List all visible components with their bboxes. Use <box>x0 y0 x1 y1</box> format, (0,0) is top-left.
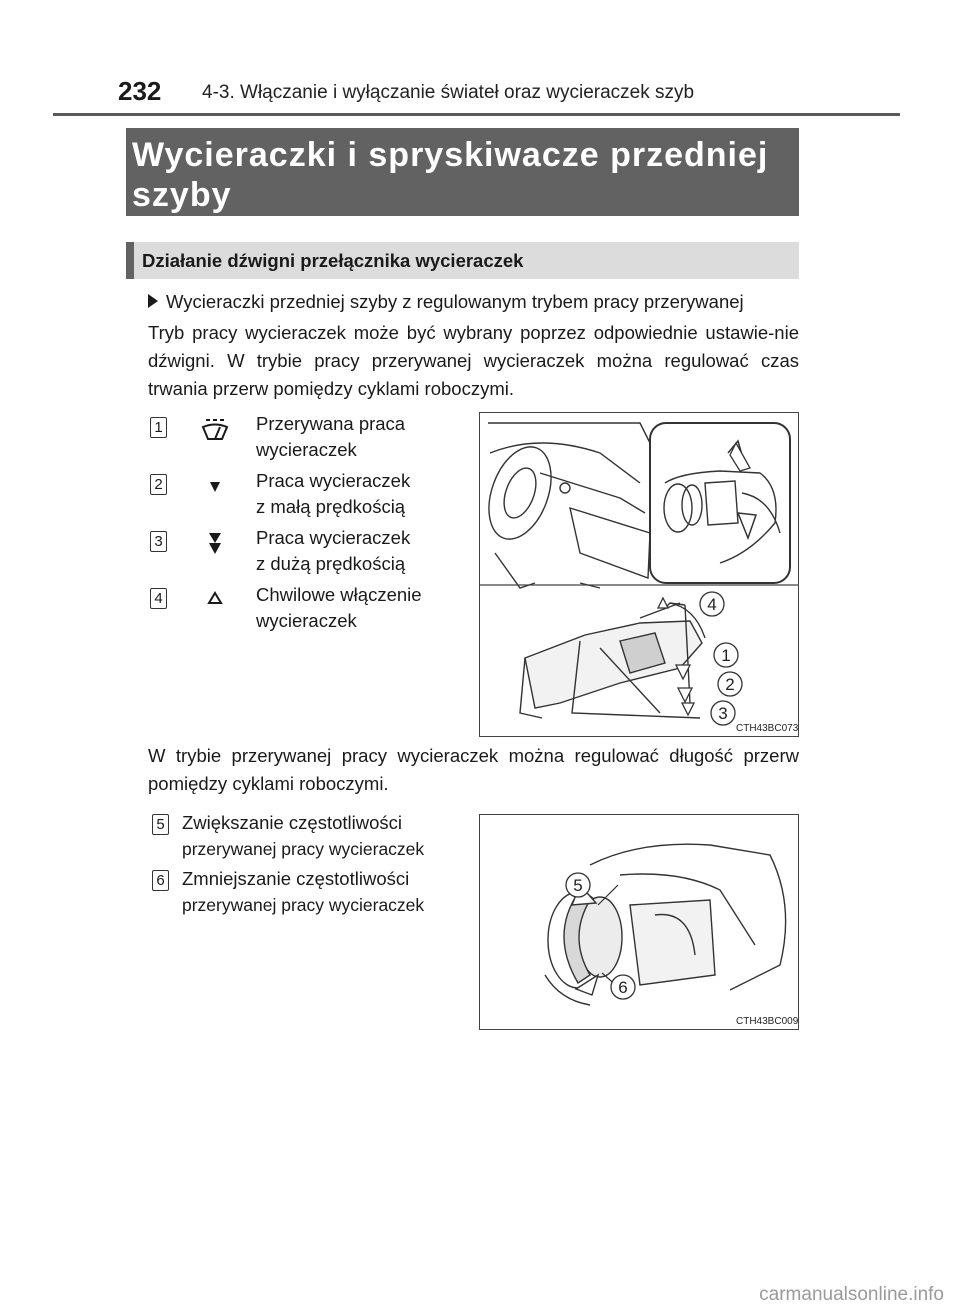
figure-illustration <box>480 815 798 1029</box>
page-number: 232 <box>118 76 162 106</box>
bullet-text: Wycieraczki przedniej szyby z regulowanym trybem pracy przerywanej <box>166 291 744 312</box>
subsection-title: Działanie dźwigni przełącznika wycieraczek <box>142 250 524 271</box>
callout-number: 4 <box>150 588 167 609</box>
low-speed-icon <box>200 474 230 500</box>
callout-4: 4 <box>707 595 717 614</box>
callout-2: 2 <box>725 675 735 694</box>
wiper-lever-figure <box>479 412 799 737</box>
callout-1: 1 <box>721 646 731 665</box>
mode-label: Chwilowe włączenie wycieraczek <box>256 584 422 631</box>
adjust-label: Zwiększanie częstotliwości przerywanej pracy wycieraczek <box>182 812 425 859</box>
mist-icon <box>200 588 230 614</box>
mode-label: Praca wycieraczek z małą prędkością <box>256 470 411 517</box>
bullet-heading <box>148 291 744 313</box>
mode-label: Praca wycieraczek z dużą prędkością <box>256 527 411 574</box>
paragraph-1: Tryb pracy wycieraczek może być wybrany poprzez odpowiednie ustawie-nie dźwigni. W trybie pracy przerywanej wycieraczek można regulować czas trwania przerw pomiędzy cyklami roboczymi. <box>148 322 799 399</box>
callout-3: 3 <box>718 704 728 723</box>
interval-dial-figure <box>479 814 799 1030</box>
high-speed-icon <box>200 531 230 557</box>
section-title-line2: szyby <box>132 176 232 214</box>
callout-number: 2 <box>150 474 167 495</box>
section-title <box>126 128 799 216</box>
figure-code: CTH43BC009 <box>736 1016 799 1027</box>
running-header: 4-3. Włączanie i wyłączanie świateł oraz wycieraczek szyb <box>202 82 695 103</box>
header-rule <box>53 113 900 116</box>
callout-6: 6 <box>618 978 628 997</box>
callout-number: 6 <box>152 870 169 891</box>
callout-5: 5 <box>573 876 583 895</box>
paragraph-2: W trybie przerywanej pracy wycieraczek można regulować długość przerw pomiędzy cyklami roboczymi. <box>148 745 799 794</box>
watermark: carmanualsonline.info <box>759 1284 944 1305</box>
figure-illustration <box>480 413 798 736</box>
section-title-line1: Wycieraczki i spryskiwacze przedniej <box>132 136 769 174</box>
mode-label: Przerywana praca wycieraczek <box>256 413 406 460</box>
adjust-label: Zmniejszanie częstotliwości przerywanej pracy wycieraczek <box>182 868 425 915</box>
triangle-bullet-icon <box>148 294 158 308</box>
figure-code: CTH43BC073 <box>736 723 799 734</box>
callout-number: 5 <box>152 814 169 835</box>
intermittent-wiper-icon <box>200 417 230 443</box>
callout-number: 1 <box>150 417 167 438</box>
callout-number: 3 <box>150 531 167 552</box>
